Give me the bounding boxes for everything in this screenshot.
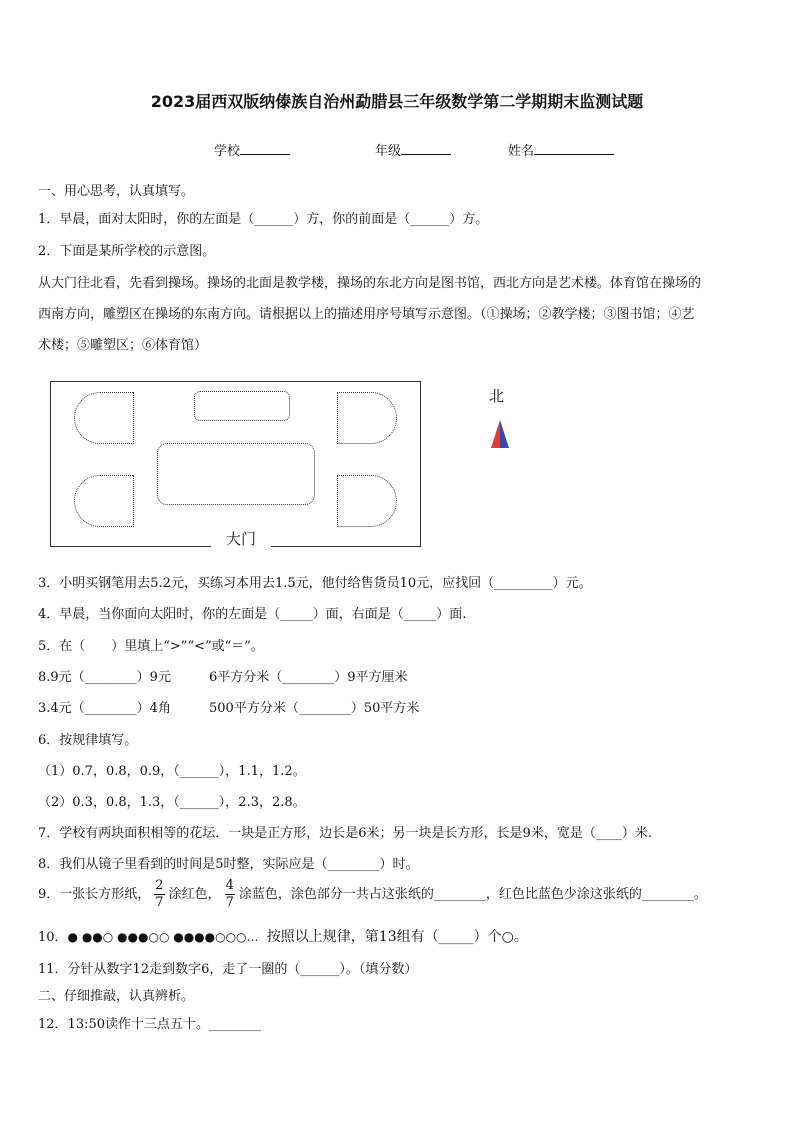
grade-blank xyxy=(401,142,451,155)
map-zone-northeast xyxy=(337,392,397,444)
name-field xyxy=(508,140,614,159)
fraction-four-sevenths xyxy=(225,878,235,911)
question-10-pattern: ● ●●○ ●●●○○ ●●●●○○○… xyxy=(67,930,259,944)
fraction-2-denominator: 7 xyxy=(225,895,234,910)
section-1-heading: 一、用心思考，认真填写。 xyxy=(38,184,195,199)
name-blank xyxy=(534,142,614,155)
section-2-heading: 二、仔细推敲，认真辨析。 xyxy=(38,989,195,1004)
grade-field xyxy=(375,140,451,159)
question-10-text: 按照以上规律，第13组有（_____）个○。 xyxy=(266,929,528,945)
map-zone-center xyxy=(157,443,315,505)
question-2-desc-line-2: 西南方向，雕塑区在操场的东南方向。请根据以上的描述用序号填写示意图。（①操场；②教学楼；③图书馆；④艺 xyxy=(38,307,695,322)
name-label: 姓名 xyxy=(508,144,535,159)
question-9-mid-2: 涂蓝色，涂色部分一共占这张纸的________，红色比蓝色少涂这张纸的________。 xyxy=(238,887,707,902)
map-zone-north xyxy=(194,391,290,421)
question-6-item-1: （1）0.7，0.8，0.9，（______），1.1，1.2。 xyxy=(38,764,306,779)
fraction-1-numerator: 2 xyxy=(155,878,164,893)
question-10 xyxy=(38,926,528,946)
fraction-2-numerator: 4 xyxy=(225,878,234,893)
question-9-prefix: 9．一张长方形纸， xyxy=(38,887,151,902)
map-zone-northwest xyxy=(74,392,134,444)
question-6: 6．按规律填写。 xyxy=(38,733,138,748)
question-2-desc-line-1: 从大门往北看，先看到操场。操场的北面是教学楼，操场的东北方向是图书馆，西北方向是艺术楼。体育馆在操场的 xyxy=(38,276,702,291)
north-label: 北 xyxy=(489,387,505,405)
north-arrow-icon xyxy=(488,418,512,450)
question-5-item-b: 6平方分米（________）9平方厘米 xyxy=(209,670,408,685)
question-2-desc-line-3: 术楼；⑤雕塑区；⑥体育馆） xyxy=(38,338,208,353)
question-7: 7．学校有两块面积相等的花坛．一块是正方形，边长是6米；另一块是长方形，长是9米，宽是（____）米. xyxy=(38,826,652,841)
fraction-two-sevenths xyxy=(154,878,164,911)
map-gate-label: 大门 xyxy=(211,529,271,549)
question-9-mid-1: 涂红色， xyxy=(168,887,221,902)
grade-label: 年级 xyxy=(375,144,402,159)
fraction-1-denominator: 7 xyxy=(155,895,164,910)
question-4: 4．早晨，当你面向太阳时，你的左面是（_____）面，右面是（_____）面. xyxy=(38,607,467,622)
question-9 xyxy=(38,878,707,911)
question-5: 5．在（ ）里填上“>”“<”或“＝”。 xyxy=(38,639,264,654)
school-map xyxy=(50,381,421,547)
map-zone-southwest xyxy=(74,475,134,527)
question-3: 3．小明买钢笔用去5.2元，买练习本用去1.5元，他付给售货员10元，应找回（_________）元。 xyxy=(38,576,592,591)
page-title: 2023届西双版纳傣族自治州勐腊县三年级数学第二学期期末监测试题 xyxy=(150,92,644,111)
question-2: 2．下面是某所学校的示意图。 xyxy=(38,244,216,259)
question-6-item-2: （2）0.3，0.8，1.3，（______），2.3，2.8。 xyxy=(38,795,306,810)
question-5-item-d: 500平方分米（________）50平方米 xyxy=(209,701,420,716)
question-12: 12．13:50读作十三点五十。________ xyxy=(38,1017,262,1032)
school-blank xyxy=(240,142,290,155)
question-5-item-a: 8.9元（________）9元 xyxy=(38,670,171,685)
question-10-lead: 10． xyxy=(38,930,68,945)
map-zone-southeast xyxy=(337,475,397,527)
question-5-item-c: 3.4元（________）4角 xyxy=(38,701,171,716)
question-11: 11．分针从数字12走到数字6，走了一圈的（______）。（填分数） xyxy=(38,962,418,977)
question-8: 8．我们从镜子里看到的时间是5时整，实际应是（________）时。 xyxy=(38,857,419,872)
question-1: 1．早晨，面对太阳时，你的左面是（______）方，你的前面是（______）方。 xyxy=(38,212,489,227)
school-label: 学校 xyxy=(214,144,241,159)
school-field xyxy=(214,140,290,159)
